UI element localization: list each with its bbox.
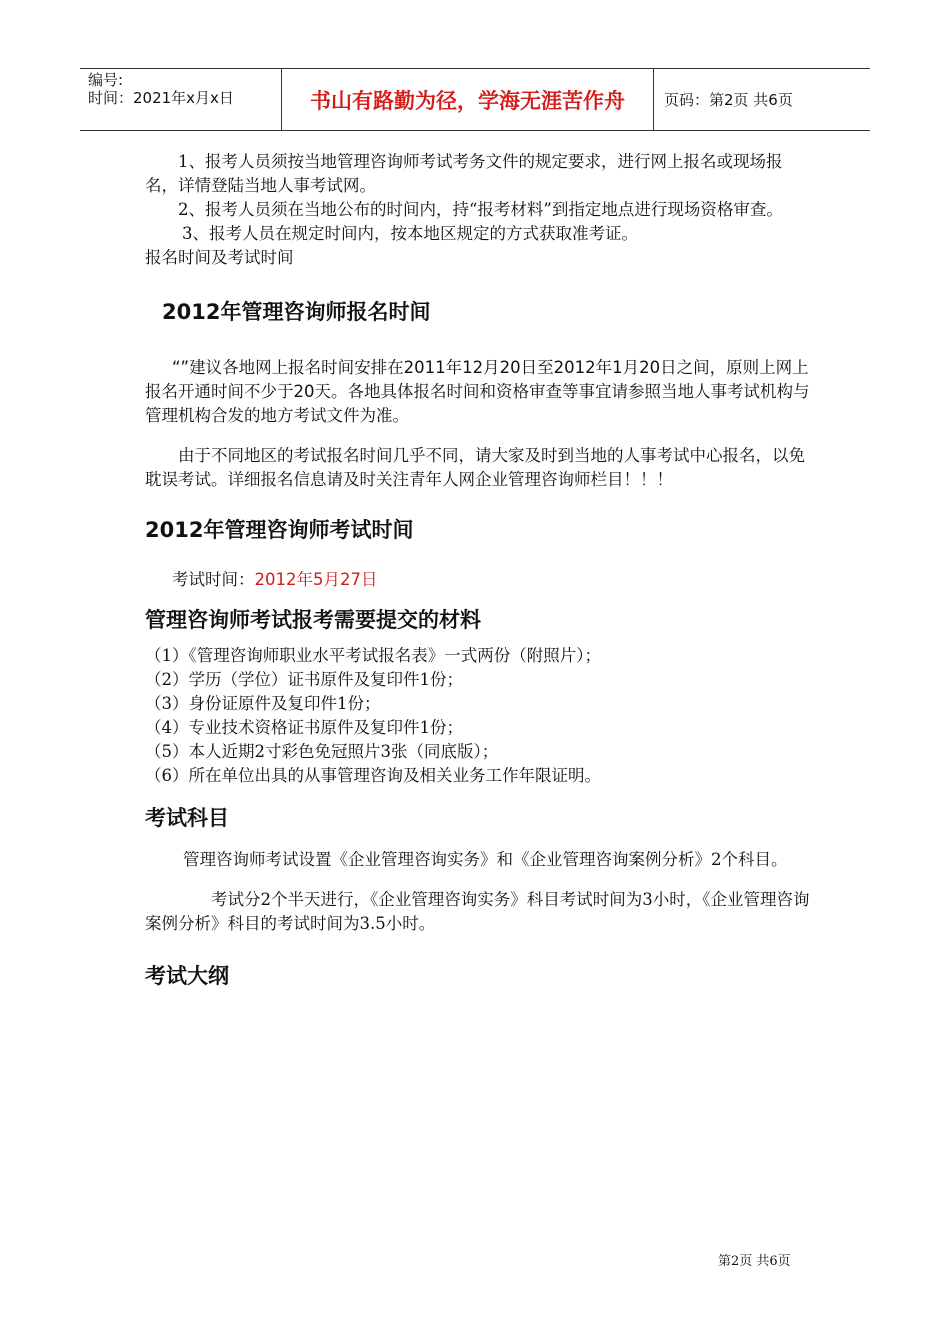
- materials-item-6: （6）所在单位出具的从事管理咨询及相关业务工作年限证明。: [145, 766, 601, 785]
- materials-item-5: （5）本人近期2寸彩色免冠照片3张（同底版）；: [145, 742, 499, 761]
- signup-para-1: “”建议各地网上报名时间安排在2011年12月20日至2012年1月20日之间，原则上网上报名开通时间不少于20天。各地具体报名时间和资格审查等事宜请参照当地人事考试机构与管理机构合发的地方考试文件为准。: [145, 358, 810, 425]
- materials-list: [145, 644, 810, 788]
- exam-time-label: 考试时间：: [172, 570, 255, 589]
- outline-heading: 考试大纲: [145, 964, 229, 988]
- page-header: [80, 68, 870, 131]
- subjects-para-1: 管理咨询师考试设置《企业管理咨询实务》和《企业管理咨询案例分析》2个科目。: [183, 850, 788, 869]
- page-footer: 第2页 共6页: [718, 1254, 791, 1269]
- materials-item-2: （2）学历（学位）证书原件及复印件1份；: [145, 670, 463, 689]
- header-time-label: 时间：2021年x月x日: [88, 89, 234, 107]
- materials-item-3: （3）身份证原件及复印件1份；: [145, 694, 381, 713]
- exam-time-line: [145, 568, 810, 592]
- header-meta: [80, 69, 282, 130]
- signup-para-2: 由于不同地区的考试报名时间几乎不同，请大家及时到当地的人事考试中心报名，以免耽误考试。详细报名信息请及时关注青年人网企业管理咨询师栏目！！！: [145, 446, 805, 489]
- header-motto: 书山有路勤为径，学海无涯苦作舟: [282, 69, 654, 130]
- signup-heading: 2012年管理咨询师报名时间: [162, 300, 431, 324]
- intro-subtitle: 报名时间及考试时间: [145, 248, 294, 267]
- header-number-label: 编号:: [88, 71, 124, 89]
- subjects-para-2: 考试分2个半天进行，《企业管理咨询实务》科目考试时间为3小时，《企业管理咨询案例分析》科目的考试时间为3.5小时。: [145, 890, 810, 933]
- materials-item-1: （1）《管理咨询师职业水平考试报名表》一式两份（附照片）；: [145, 646, 601, 665]
- subjects-heading: 考试科目: [145, 806, 229, 830]
- header-page-label: 页码：第2页 共6页: [664, 91, 793, 109]
- materials-item-4: （4）专业技术资格证书原件及复印件1份；: [145, 718, 463, 737]
- intro-item-3: 3、报考人员在规定时间内，按本地区规定的方式获取准考证。: [182, 224, 638, 243]
- exam-time-heading: 2012年管理咨询师考试时间: [145, 518, 414, 542]
- materials-heading: 管理咨询师考试报考需要提交的材料: [145, 608, 481, 632]
- document-body: [145, 150, 810, 990]
- intro-item-1: 1、报考人员须按当地管理咨询师考试考务文件的规定要求，进行网上报名或现场报名，详情登陆当地人事考试网。: [145, 152, 783, 195]
- exam-time-date: 2012年5月27日: [254, 570, 378, 589]
- intro-item-2: 2、报考人员须在当地公布的时间内，持“报考材料”到指定地点进行现场资格审查。: [178, 200, 783, 219]
